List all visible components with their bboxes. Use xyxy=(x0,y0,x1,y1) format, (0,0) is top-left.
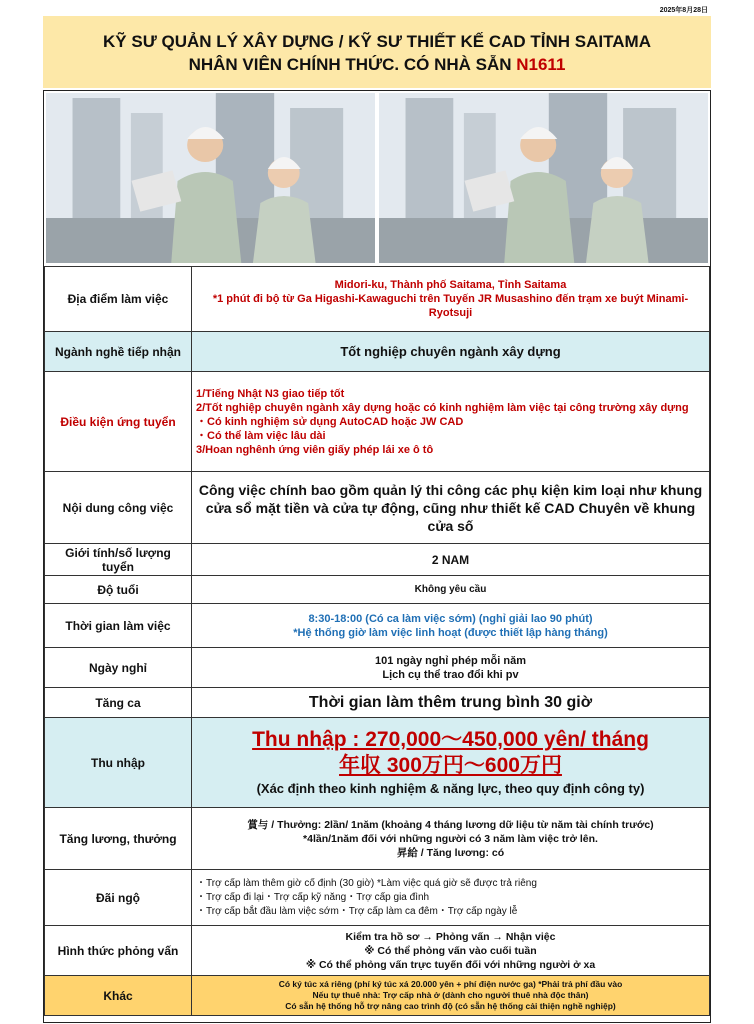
income-note: (Xác định theo kinh nghiệm & năng lực, theo quy định công ty) xyxy=(256,780,645,796)
value-field: Tốt nghiệp chuyên ngành xây dựng xyxy=(192,332,710,372)
label-gender: Giới tính/số lượng tuyển xyxy=(45,544,192,576)
interview-line-1: Kiểm tra hồ sơ → Phỏng vấn → Nhận việc xyxy=(345,930,556,943)
job-code: N1611 xyxy=(516,55,566,74)
value-age: Không yêu cầu xyxy=(192,576,710,604)
row-income xyxy=(45,718,710,808)
location-line-1: Midori-ku, Thành phố Saitama, Tỉnh Saitama xyxy=(334,279,567,291)
other-line-3: Có sẵn hệ thống hỗ trợ nâng cao trình độ (có sẵn hệ thống cải thiện nghề nghiệp) xyxy=(285,1001,616,1011)
row-age xyxy=(45,576,710,604)
raise-line-1: 賞与 / Thưởng: 2lần/ 1năm (khoảng 4 tháng lương dữ liệu từ năm tài chính trước) xyxy=(247,818,654,831)
job-sheet xyxy=(43,90,711,1023)
raise-line-3: 昇給 / Tăng lương: có xyxy=(396,846,505,859)
row-raise xyxy=(45,808,710,870)
condition-4: ・Có thể làm việc lâu dài xyxy=(196,429,326,442)
label-field: Ngành nghề tiếp nhận xyxy=(45,332,192,372)
condition-5: 3/Hoan nghênh ứng viên giấy phép lái xe ô tô xyxy=(196,443,434,456)
value-gender: 2 NAM xyxy=(192,544,710,576)
value-conditions xyxy=(192,372,710,472)
value-holidays xyxy=(192,648,710,688)
benefits-line-2: ・Trợ cấp đi lại・Trợ cấp kỹ năng・Trợ cấp gia đình xyxy=(196,891,430,903)
value-job: Công việc chính bao gồm quản lý thi công các phụ kiện kim loại như khung cửa sổ mặt tiền và cửa tự động, cũng như thiết kế CAD Chuyên về khung cửa số xyxy=(192,472,710,544)
row-location xyxy=(45,267,710,332)
row-field xyxy=(45,332,710,372)
raise-line-2: *4lần/1năm đối với những người có 3 năm làm việc trở lên. xyxy=(303,832,598,845)
label-other: Khác xyxy=(45,976,192,1016)
row-gender xyxy=(45,544,710,576)
value-hours xyxy=(192,604,710,648)
benefits-line-1: ・Trợ cấp làm thêm giờ cố định (30 giờ) *Làm việc quá giờ sẽ được trả riêng xyxy=(196,877,537,889)
page-title xyxy=(43,16,711,88)
hours-line-1: 8:30-18:00 (Có ca làm việc sớm) (nghỉ giải lao 90 phút) xyxy=(308,612,593,625)
row-benefits xyxy=(45,870,710,926)
engineers-photo xyxy=(46,93,375,263)
label-conditions: Điều kiện ứng tuyển xyxy=(45,372,192,472)
other-line-2: Nếu tự thuê nhà: Trợ cấp nhà ở (dành cho người thuê nhà độc thân) xyxy=(312,990,589,1000)
label-location: Địa điểm làm việc xyxy=(45,267,192,332)
row-holidays xyxy=(45,648,710,688)
holidays-line-2: Lịch cụ thể trao đổi khi pv xyxy=(382,668,519,681)
value-overtime: Thời gian làm thêm trung bình 30 giờ xyxy=(192,688,710,718)
label-hours: Thời gian làm việc xyxy=(45,604,192,648)
location-line-2: *1 phút đi bộ từ Ga Higashi-Kawaguchi trên Tuyến JR Musashino đến trạm xe buýt Minami-Ryotsuji xyxy=(212,293,689,319)
condition-3: ・Có kinh nghiệm sử dụng AutoCAD hoặc JW CAD xyxy=(196,415,464,428)
value-other xyxy=(192,976,710,1016)
row-conditions xyxy=(45,372,710,472)
value-interview xyxy=(192,926,710,976)
row-job xyxy=(45,472,710,544)
title-line-2-text: NHÂN VIÊN CHÍNH THỨC. CÓ NHÀ SẴN xyxy=(188,55,517,74)
label-raise: Tăng lương, thưởng xyxy=(45,808,192,870)
title-line-1: KỸ SƯ QUẢN LÝ XÂY DỰNG / KỸ SƯ THIẾT KẾ CAD TỈNH SAITAMA xyxy=(103,32,651,51)
interview-line-2: ※ Có thể phỏng vấn vào cuối tuần xyxy=(364,944,537,957)
income-monthly: Thu nhập : 270,000～450,000 yên/ tháng xyxy=(252,727,649,751)
label-income: Thu nhập xyxy=(45,718,192,808)
value-location xyxy=(192,267,710,332)
label-holidays: Ngày nghỉ xyxy=(45,648,192,688)
row-other xyxy=(45,976,710,1016)
label-interview: Hình thức phỏng vấn xyxy=(45,926,192,976)
job-info-table xyxy=(44,266,710,1016)
engineers-photo-duplicate xyxy=(379,93,708,263)
label-benefits: Đãi ngộ xyxy=(45,870,192,926)
label-overtime: Tăng ca xyxy=(45,688,192,718)
value-income xyxy=(192,718,710,808)
income-yearly: 年収 300万円～600万円 xyxy=(339,753,562,777)
row-interview xyxy=(45,926,710,976)
holidays-line-1: 101 ngày nghỉ phép mỗi năm xyxy=(375,654,526,667)
label-job: Nội dung công việc xyxy=(45,472,192,544)
value-raise xyxy=(192,808,710,870)
hours-line-2: *Hệ thống giờ làm việc linh hoạt (được thiết lập hàng tháng) xyxy=(293,626,608,639)
photo-strip xyxy=(44,91,710,266)
row-hours xyxy=(45,604,710,648)
condition-2: 2/Tốt nghiệp chuyên ngành xây dựng hoặc có kinh nghiệm làm việc tại công trường xây dựng xyxy=(196,401,689,414)
other-line-1: Có ký túc xá riêng (phí ký túc xá 20.000 yên + phí điện nước ga) *Phải trả phí đầu vào xyxy=(278,979,623,989)
benefits-line-3: ・Trợ cấp bắt đầu làm việc sớm・Trợ cấp làm ca đêm・Trợ cấp ngày lễ xyxy=(196,905,518,917)
label-age: Độ tuổi xyxy=(45,576,192,604)
condition-1: 1/Tiếng Nhật N3 giao tiếp tốt xyxy=(196,387,345,400)
value-benefits xyxy=(192,870,710,926)
interview-line-3: ※ Có thể phỏng vấn trực tuyến đối với những người ở xa xyxy=(305,958,596,971)
title-line-2 xyxy=(43,53,711,76)
row-overtime xyxy=(45,688,710,718)
document-date: 2025年8月28日 xyxy=(659,7,708,14)
